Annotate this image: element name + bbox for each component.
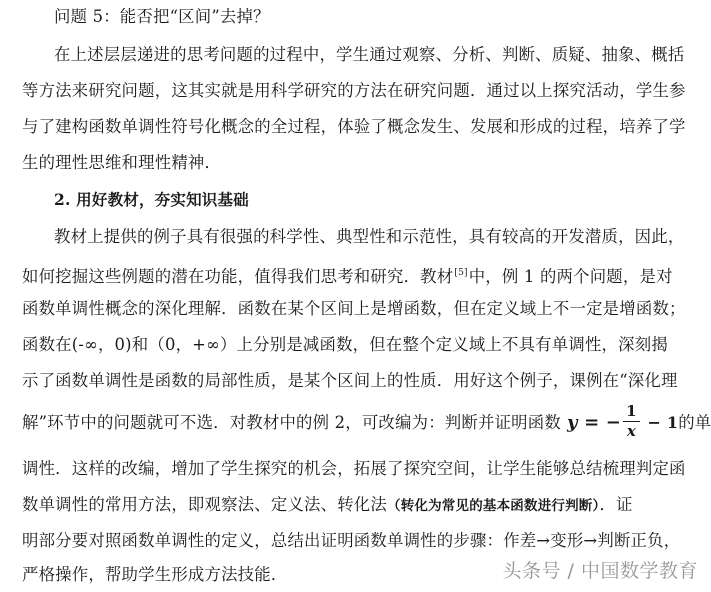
text-span: 函数在(-∞，0)和（0，+∞）上分别是减函数，但在整个定义域上不具有单调性，深刻揭 — [22, 335, 668, 354]
text-span: 等方法来研究问题，这其实就是用科学研究的方法在研究问题．通过以上探究活动，学生参 — [22, 81, 686, 100]
section-heading — [54, 185, 711, 215]
question-5-text: 问题 5：能否把“区间”去掉？ — [54, 7, 270, 26]
paragraph-2-line-4 — [22, 330, 690, 360]
paragraph-2-line-5 — [22, 366, 690, 396]
text-span: 示了函数单调性是函数的局部性质，是某个区间上的性质．用好这个例子，课例在“深化理 — [22, 371, 678, 390]
question-5-line — [54, 2, 690, 32]
paragraph-2-line-9 — [22, 526, 690, 556]
source-watermark: 头条号 / 中国数学教育 — [502, 560, 698, 582]
citation-superscript: [5] — [454, 268, 468, 278]
formula-tail: − 1 — [641, 413, 679, 432]
paragraph-1-line-1 — [54, 40, 690, 70]
paragraph-1-line-2 — [22, 76, 690, 106]
text-span: 数单调性的常用方法，即观察法、定义法、转化法 — [22, 495, 387, 514]
paragraph-2-line-3 — [22, 294, 690, 324]
text-span: 调性．这样的改编，增加了学生探究的机会，拓展了探究空间，让学生能够总结梳理判定函 — [22, 459, 686, 478]
paragraph-2-line-1 — [54, 222, 690, 252]
paragraph-1-line-4 — [22, 148, 690, 178]
text-span: 如何挖掘这些例题的潜在功能，值得我们思考和研究．教材 — [22, 267, 454, 286]
text-span: 的单 — [678, 413, 711, 432]
paragraph-2-line-2 — [22, 258, 690, 288]
text-span: 严格操作，帮助学生形成方法技能． — [22, 565, 288, 584]
paragraph-2-line-7 — [22, 454, 690, 484]
text-span: 在上述层层递进的思考问题的过程中，学生通过观察、分析、判断、质疑、抽象、概括 — [54, 45, 685, 64]
section-heading-text: 2. 用好教材，夯实知识基础 — [54, 190, 249, 209]
fraction-denominator: x — [626, 422, 636, 440]
fraction-numerator: 1 — [623, 404, 640, 422]
text-span: 与了建构函数单调性符号化概念的全过程，体验了概念发生、发展和形成的过程，培养了学 — [22, 117, 686, 136]
text-span: 中，例 1 的两个问题，是对 — [468, 267, 673, 286]
text-span: 明部分要对照函数单调性的定义，总结出证明函数单调性的步骤：作差→变形→判断正负， — [22, 531, 681, 550]
paragraph-1-line-3 — [22, 112, 690, 142]
text-span: 生的理性思维和理性精神． — [22, 153, 222, 172]
paragraph-2-line-6 — [22, 402, 711, 440]
text-span: 解”环节中的问题就可不选．对教材中的例 2，可改编为：判断并证明函数 — [22, 413, 561, 432]
paragraph-2-line-8 — [22, 490, 690, 520]
formula-fraction — [623, 404, 640, 439]
text-span: 教材上提供的例子具有很强的科学性、典型性和示范性，具有较高的开发潜质，因此， — [54, 227, 685, 246]
text-span: 函数单调性概念的深化理解．函数在某个区间上是增函数，但在定义域上不一定是增函数； — [22, 299, 686, 318]
text-span: ．证 — [599, 495, 633, 514]
formula-lhs: y = − — [566, 412, 622, 433]
bold-hint: （转化为常见的基本函数进行判断） — [387, 498, 600, 514]
